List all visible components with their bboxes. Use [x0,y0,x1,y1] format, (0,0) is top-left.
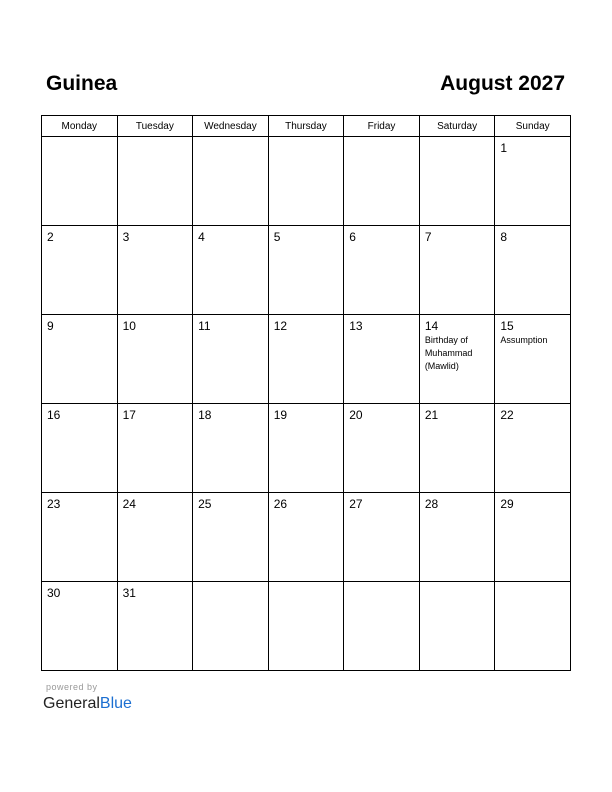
empty-day-cell [419,137,495,226]
day-cell [344,404,420,493]
holiday-label: Assumption [500,335,548,345]
weekday-header-monday: Monday [42,116,118,137]
day-number [269,137,344,141]
day-number [344,137,419,141]
day-number: 21 [424,408,439,422]
day-cell [419,404,495,493]
day-cell [117,226,193,315]
day-cell [117,404,193,493]
week-row [42,315,571,404]
day-cell [344,315,420,404]
day-number: 26 [273,497,288,511]
day-number [118,137,193,141]
day-number [269,582,344,586]
day-cell [42,404,118,493]
day-number: 23 [47,497,61,511]
day-cell [193,493,269,582]
day-number: 30 [47,586,61,600]
day-number [495,582,570,586]
day-number: 10 [122,319,136,333]
weekday-header-saturday: Saturday [419,116,495,137]
day-cell [344,493,420,582]
brand-general-text: General [43,695,100,712]
day-cell [193,404,269,493]
day-number: 9 [47,319,54,333]
day-number: 22 [500,408,514,422]
day-number: 5 [273,230,281,244]
weekday-header-row [42,116,571,137]
day-number: 24 [122,497,136,511]
day-number: 12 [273,319,288,333]
day-number: 28 [424,497,439,511]
day-number: 4 [198,230,205,244]
day-cell [495,137,571,226]
empty-day-cell [419,582,495,671]
day-number: 11 [198,319,211,333]
empty-day-cell [495,582,571,671]
day-cell [268,226,344,315]
day-number [344,582,419,586]
empty-day-cell [193,582,269,671]
day-cell [42,315,118,404]
weekday-header-thursday: Thursday [268,116,344,137]
footer-branding [43,682,132,714]
weekday-header-friday: Friday [344,116,420,137]
day-number: 20 [349,408,363,422]
calendar-grid [41,115,571,671]
day-cell [419,493,495,582]
week-row [42,226,571,315]
day-number: 7 [424,230,432,244]
day-number [193,137,268,141]
day-number: 25 [198,497,212,511]
day-number: 18 [198,408,212,422]
day-number [420,137,495,141]
weekday-header-sunday: Sunday [495,116,571,137]
brand-blue-text: Blue [99,695,132,712]
day-cell [193,226,269,315]
week-row [42,582,571,671]
day-cell [117,582,193,671]
day-number: 13 [349,319,363,333]
day-number: 29 [500,497,514,511]
day-cell [42,582,118,671]
day-number [420,582,495,586]
empty-day-cell [344,137,420,226]
day-cell [117,493,193,582]
day-number: 16 [47,408,61,422]
day-number: 8 [500,230,508,244]
day-number: 15 [500,319,514,333]
day-cell [419,315,495,404]
day-number [193,582,268,586]
day-cell [495,315,571,404]
empty-day-cell [193,137,269,226]
day-number: 2 [47,230,54,244]
day-cell [495,404,571,493]
powered-by-text: powered by [46,682,98,692]
day-number [42,137,117,141]
week-row [42,137,571,226]
empty-day-cell [344,582,420,671]
day-number: 17 [122,408,136,422]
day-number: 6 [349,230,356,244]
day-cell [344,226,420,315]
empty-day-cell [117,137,193,226]
weekday-header-wednesday: Wednesday [193,116,269,137]
calendar-body [42,137,571,671]
empty-day-cell [268,137,344,226]
empty-day-cell [42,137,118,226]
day-number: 19 [273,408,288,422]
day-number: 1 [500,141,508,155]
day-number: 14 [424,319,439,333]
country-title: Guinea [46,72,118,95]
generalblue-logo[interactable] [43,694,132,714]
day-cell [117,315,193,404]
day-cell [268,315,344,404]
day-cell [495,493,571,582]
day-number: 31 [122,586,136,600]
day-cell [268,404,344,493]
day-cell [419,226,495,315]
empty-day-cell [268,582,344,671]
week-row [42,493,571,582]
weekday-header-tuesday: Tuesday [117,116,193,137]
day-number: 3 [122,230,130,244]
day-cell [268,493,344,582]
holiday-label: Birthday of Muhammad (Mawlid) [424,335,473,371]
week-row [42,404,571,493]
day-number: 27 [349,497,363,511]
day-cell [42,226,118,315]
day-cell [193,315,269,404]
month-year-title: August 2027 [440,72,565,95]
day-cell [42,493,118,582]
day-cell [495,226,571,315]
